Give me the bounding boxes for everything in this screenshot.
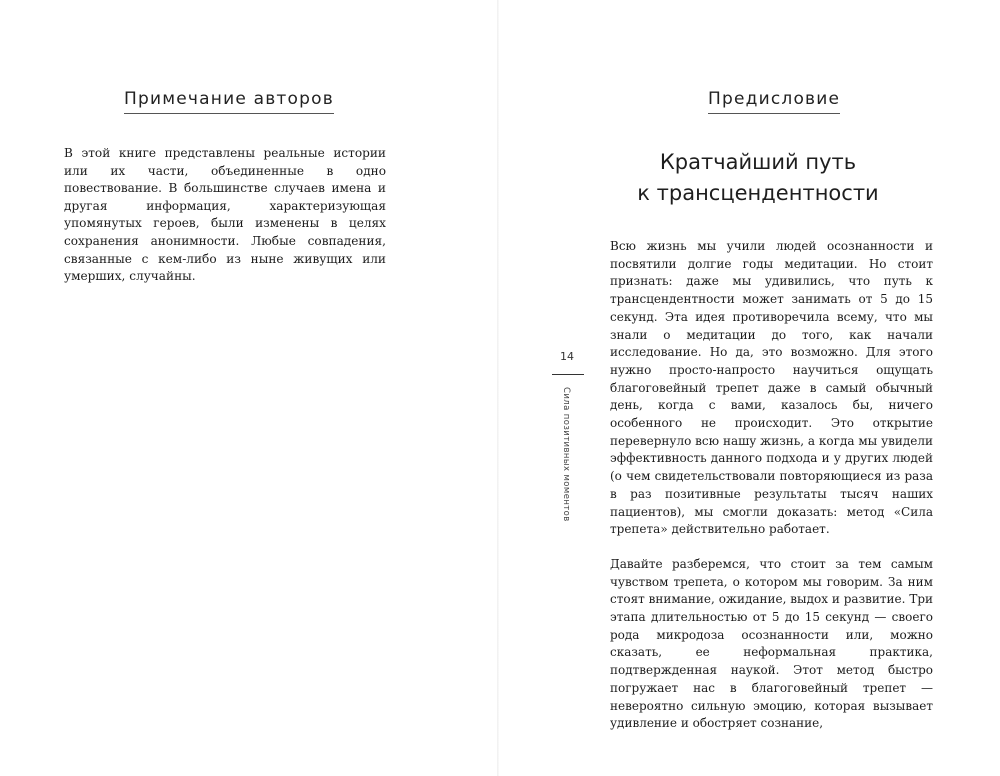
chapter-title-line-2: к трансцендентности	[637, 181, 879, 205]
chapter-title	[598, 147, 918, 209]
page-number: 14	[560, 350, 574, 363]
book-gutter	[497, 0, 499, 776]
preface-heading: Предисловие	[708, 89, 840, 114]
chapter-title-line-1: Кратчайший путь	[659, 150, 857, 174]
preface-paragraph-2: Давайте разберемся, что стоит за тем самым чувством трепета, о котором мы говорим. За ним стоят внимание, ожидание, выдох и развитие. Три этапа длительностью от 5 до 15 секунд — своего рода микродоза осознанности или, можно сказать, ее неформальная практика, подтвержденная наукой. Этот метод быстро погружает нас в благоговейный трепет — невероятно сильную эмоцию, которая вызывает удивление и обостряет сознание,	[610, 556, 933, 731]
preface-body	[610, 238, 933, 750]
running-head: Сила позитивных моментов	[561, 387, 571, 522]
authors-note-body	[64, 145, 386, 286]
authors-note-paragraph: В этой книге представлены реальные истории или их части, объединенные в одно повествование. В большинстве случаев имена и другая информация, характеризующая упомянутых героев, были изменены в целях сохранения анонимности. Любые совпадения, связанные с кем-либо из ныне живущих или умерших, случайны.	[64, 146, 386, 284]
preface-paragraph-1: Всю жизнь мы учили людей осознанности и посвятили долгие годы медитации. Но стоит признать: даже мы удивились, что путь к трансцендентности может занимать от 5 до 15 секунд. Эта идея противоречила всему, что мы знали о медитации до того, как начали исследование. Но да, это возможно. Для этого нужно просто-напросто научиться ощущать благоговейный трепет даже в самый обычный день, когда с вами, казалось бы, ничего особенного не происходит. Это открытие перевернуло всю нашу жизнь, а когда мы увидели эффективность данного подхода и у других людей (о чем свидетельствовали повторяющиеся из раза в раз позитивные результаты тысяч наших пациентов), мы смогли доказать: метод «Сила трепета» действительно работает.	[610, 239, 933, 537]
authors-note-heading: Примечание авторов	[124, 89, 334, 114]
margin-divider	[552, 374, 584, 375]
